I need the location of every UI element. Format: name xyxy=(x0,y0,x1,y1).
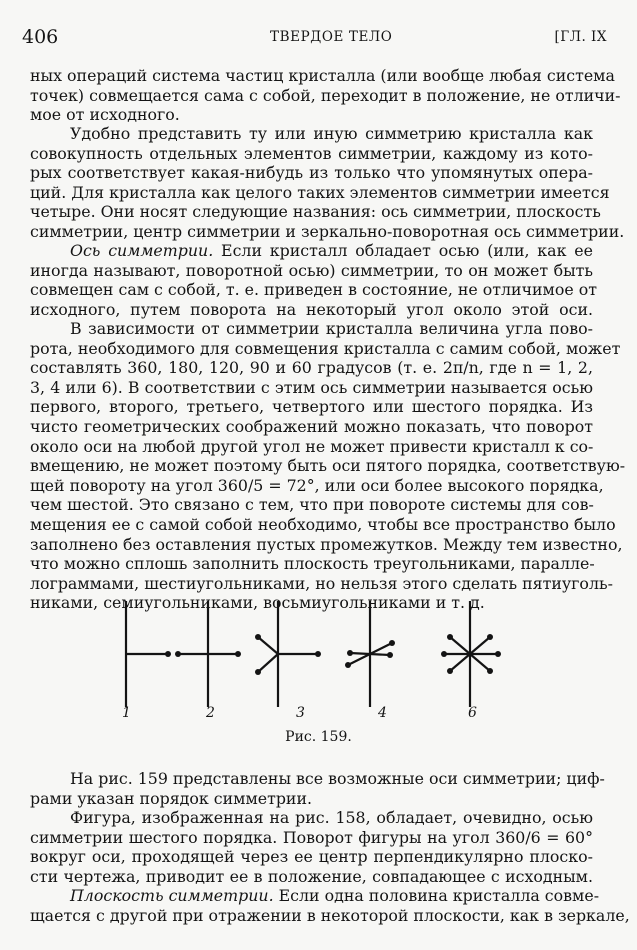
axis-order-label: 2 xyxy=(206,705,215,721)
running-title: ТВЕРДОЕ ТЕЛО xyxy=(270,29,393,45)
paragraph-continuation xyxy=(30,66,621,125)
axis-order-4-drawing xyxy=(345,601,395,707)
term-symmetry-plane: Плоскость симметрии. xyxy=(70,886,274,905)
paragraph-figure-reference xyxy=(30,769,605,808)
text-line: около оси на любой другой угол не может привести кристалл к со- xyxy=(30,436,594,456)
text-line: На рис. 159 представлены все возможные оси симметрии; циф- xyxy=(70,769,605,788)
paragraph-sixfold-example xyxy=(30,808,593,886)
axis-order-6-drawing xyxy=(441,601,501,707)
text-line: сти чертежа, приводит ее в положение, совпадающее с исходным. xyxy=(30,866,593,886)
axis-order-label: 4 xyxy=(378,705,387,721)
figure-caption: Рис. 159. xyxy=(285,729,352,745)
text-line xyxy=(30,241,593,261)
axis-order-label: 1 xyxy=(122,705,131,721)
text-line: вмещению, не может поэтому быть оси пятого порядка, соответствую- xyxy=(30,456,626,476)
text-line: ных операций система частиц кристалла (или вообще любая система xyxy=(30,66,615,85)
text-line: мещения ее с самой собой необходимо, чтобы все пространство было xyxy=(30,514,616,534)
axis-order-1-drawing xyxy=(126,601,171,707)
text-line: симметрии, центр симметрии и зеркально-поворотная ось симметрии. xyxy=(30,221,625,241)
text-line: ций. Для кристалла как целого таких элементов симметрии имеется xyxy=(30,182,610,202)
text-line: мое от исходного. xyxy=(30,105,180,125)
text-line: рами указан порядок симметрии. xyxy=(30,788,313,808)
text-line: совмещен сам с собой, т. е. приведен в состояние, не отличимое от xyxy=(30,280,597,300)
axis-order-label: 3 xyxy=(296,705,305,721)
text-line: 3, 4 или 6). В соответствии с этим ось симметрии называется осью xyxy=(30,377,593,397)
text-line: чисто геометрических соображений можно показать, что поворот xyxy=(30,416,593,436)
symmetry-axes-diagram xyxy=(110,597,530,727)
text-line: никами, семиугольниками, восьмиугольниками и т. д. xyxy=(30,593,485,613)
text-line: что можно сплошь заполнить плоскость треугольниками, паралле- xyxy=(30,554,595,574)
axis-order-3-drawing xyxy=(255,601,321,707)
text-line: четыре. Они носят следующие названия: ось симметрии, плоскость xyxy=(30,202,601,222)
text-line: исходного, путем поворота на некоторый угол около этой оси. xyxy=(30,299,593,319)
paragraph-symmetry-axis xyxy=(30,241,597,319)
text-line: Фигура, изображенная на рис. 158, обладает, очевидно, осью xyxy=(70,808,593,827)
text-line: чем шестой. Это связано с тем, что при повороте системы для сов- xyxy=(30,495,594,515)
text-line: рых соответствует какая-нибудь из только что упомянутых опера- xyxy=(30,163,593,183)
axis-order-2-drawing xyxy=(175,601,241,707)
text-line: симметрии шестого порядка. Поворот фигуры на угол 360/6 = 60° xyxy=(30,827,593,847)
page-header xyxy=(22,26,607,48)
term-symmetry-axis: Ось симметрии. xyxy=(70,241,214,260)
chapter-label: [ГЛ. IX xyxy=(554,29,607,45)
figure-symmetry-axes xyxy=(110,597,530,737)
text-line: Удобно представить ту или иную симметрию кристалла как xyxy=(70,124,593,143)
text-line: лограммами, шестиугольниками, но нельзя этого сделать пятиуголь- xyxy=(30,573,613,593)
text-line: заполнено без оставления пустых промежутков. Между тем известно, xyxy=(30,534,623,554)
axis-order-label: 6 xyxy=(468,705,477,721)
text-line: щается с другой при отражении в некоторой плоскости, как в зеркале, xyxy=(30,905,630,925)
text-line: В зависимости от симметрии кристалла величина угла пово- xyxy=(70,319,593,338)
text-line: вокруг оси, проходящей через ее центр перпендикулярно плоско- xyxy=(30,847,593,867)
text-line: первого, второго, третьего, четвертого или шестого порядка. Из xyxy=(30,397,593,417)
paragraph-symmetry-plane xyxy=(30,886,630,925)
text-line xyxy=(30,886,600,906)
text-line: составлять 360, 180, 120, 90 и 60 градусов (т. е. 2π/n, где n = 1, 2, xyxy=(30,358,593,378)
text-line: точек) совмещается сама с собой, переходит в положение, не отличи- xyxy=(30,85,621,105)
text-fragment: Если кристалл обладает осью (или, как ее xyxy=(213,241,593,260)
paragraph-symmetry-elements xyxy=(30,124,625,242)
text-line: иногда называют, поворотной осью) симметрии, то он может быть xyxy=(30,260,593,280)
text-line: рота, необходимого для совмещения кристалла с самим собой, может xyxy=(30,338,621,358)
text-line: щей повороту на угол 360/5 = 72°, или оси более высокого порядка, xyxy=(30,475,604,495)
page-number: 406 xyxy=(22,26,59,48)
text-line: совокупность отдельных элементов симметрии, каждому из кото- xyxy=(30,143,593,163)
paragraph-axis-orders xyxy=(30,319,626,613)
text-fragment: Если одна половина кристалла совме- xyxy=(273,886,600,905)
